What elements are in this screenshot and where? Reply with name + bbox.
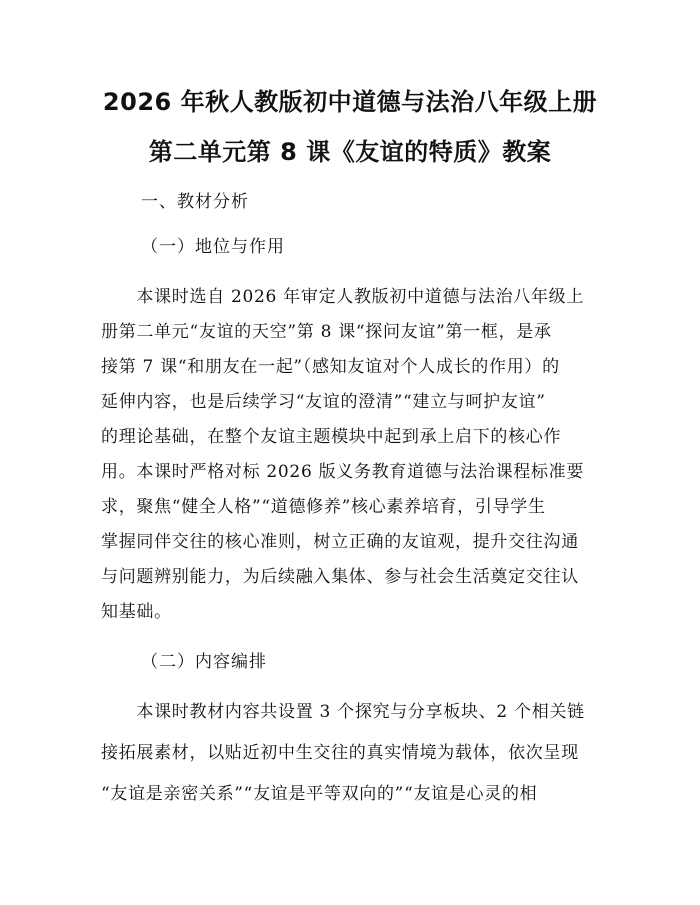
document-title-line-1: 2026 年秋人教版初中道德与法治八年级上册 [102, 88, 598, 116]
paragraph-2-line: “友谊是亲密关系”“友谊是平等双向的”“友谊是心灵的相 [101, 784, 538, 804]
subsection-heading-content-arrangement: （二）内容编排 [141, 652, 267, 672]
paragraph-1-line: 知基础。 [101, 602, 172, 622]
paragraph-1-line: 册第二单元“友谊的天空”第 8 课“探问友谊”第一框，是承 [101, 322, 552, 342]
paragraph-1-line: 的理论基础，在整个友谊主题模块中起到承上启下的核心作 [101, 427, 562, 447]
paragraph-1-line: 本课时选自 2026 年审定人教版初中道德与法治八年级上 [101, 287, 585, 307]
paragraph-1-line: 接第 7 课“和朋友在一起”（感知友谊对个人成长的作用）的 [101, 357, 560, 377]
paragraph-2-line: 接拓展素材，以贴近初中生交往的真实情境为载体，依次呈现 [101, 743, 579, 763]
document-title-line-2: 第二单元第 8 课《友谊的特质》教案 [148, 138, 552, 166]
paragraph-2-line: 本课时教材内容共设置 3 个探究与分享板块、2 个相关链 [101, 702, 585, 722]
paragraph-1-line: 与问题辨别能力，为后续融入集体、参与社会生活奠定交往认 [101, 567, 579, 587]
paragraph-1-line: 用。本课时严格对标 2026 版义务教育道德与法治课程标准要 [101, 462, 585, 482]
subsection-heading-position-and-role: （一）地位与作用 [141, 237, 285, 257]
paragraph-1-line: 掌握同伴交往的核心准则，树立正确的友谊观，提升交往沟通 [101, 532, 579, 552]
section-heading-textbook-analysis: 一、教材分析 [141, 192, 249, 212]
paragraph-1-line: 求，聚焦“健全人格”“道德修养”核心素养培育，引导学生 [101, 497, 546, 517]
paragraph-1-line: 延伸内容，也是后续学习“友谊的澄清”“建立与呵护友谊” [101, 392, 546, 412]
